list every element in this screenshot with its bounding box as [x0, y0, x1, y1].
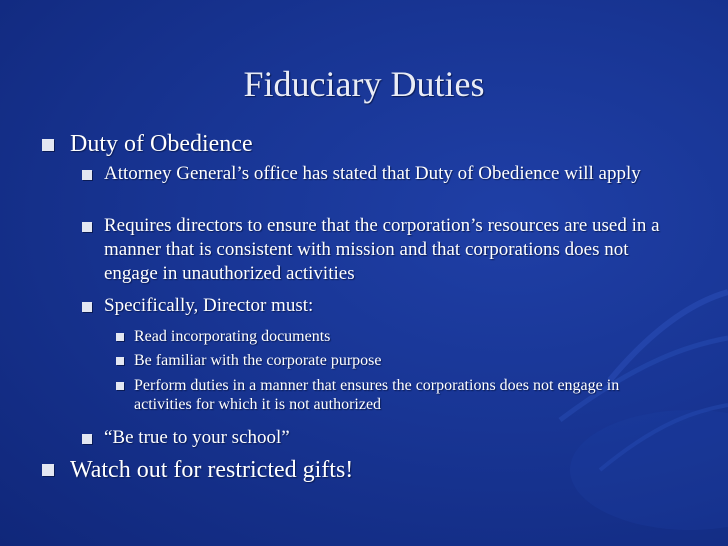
square-bullet-icon	[116, 333, 124, 341]
slide-title: Fiduciary Duties	[243, 64, 485, 104]
bullet-corporate-purpose	[134, 351, 674, 370]
square-bullet-icon	[42, 139, 54, 151]
bullet-restricted-gifts	[70, 456, 670, 484]
bullet-attorney-general	[104, 162, 676, 186]
bullet-text: Be familiar with the corporate purpose	[134, 352, 382, 369]
square-bullet-icon	[82, 434, 92, 444]
bullet-text: Duty of Obedience	[70, 131, 253, 157]
square-bullet-icon	[82, 170, 92, 180]
bullet-duty-of-obedience	[70, 130, 670, 158]
bullet-be-true	[104, 426, 676, 450]
square-bullet-icon	[82, 222, 92, 232]
bullet-text: Read incorporating documents	[134, 328, 331, 345]
square-bullet-icon	[82, 302, 92, 312]
bullet-text: Specifically, Director must:	[104, 295, 314, 316]
bullet-perform-duties	[134, 376, 674, 414]
square-bullet-icon	[42, 464, 54, 476]
bullet-read-documents	[134, 327, 674, 346]
square-bullet-icon	[116, 382, 124, 390]
bullet-specifically	[104, 294, 676, 318]
bullet-text: Requires directors to ensure that the corporation’s resources are used in a manner that is consistent with mission and that corporations does not engage in unauthorized activities	[104, 215, 660, 284]
bullet-requires-directors	[104, 214, 676, 286]
square-bullet-icon	[116, 357, 124, 365]
bullet-text: Attorney General’s office has stated that Duty of Obedience will apply	[104, 163, 641, 184]
bullet-text: Perform duties in a manner that ensures the corporations does not engage in activities for which it is not authorized	[134, 377, 620, 413]
bullet-text: Watch out for restricted gifts!	[70, 457, 354, 483]
bullet-text: “Be true to your school”	[104, 427, 290, 448]
